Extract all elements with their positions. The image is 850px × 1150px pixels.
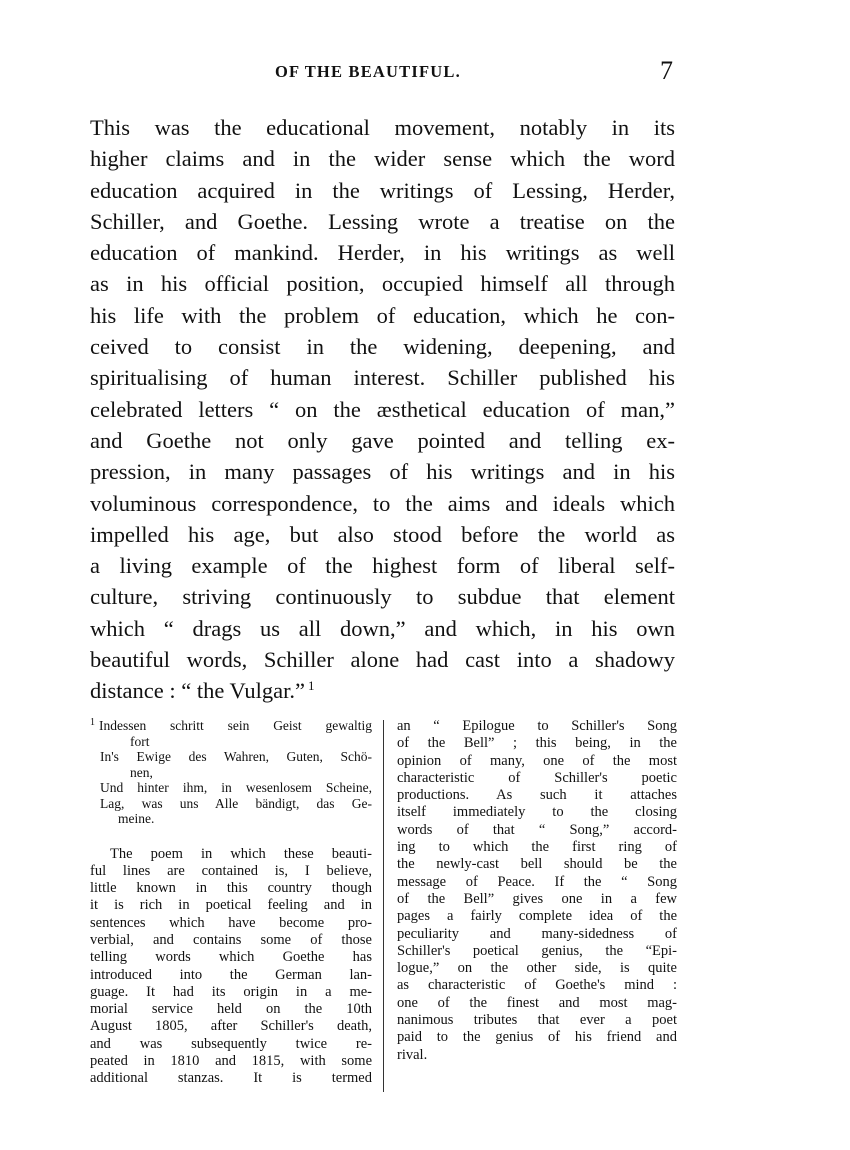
footnote-line: ing to which the first ring of (397, 839, 677, 856)
footnote-line: The poem in which these beauti- (110, 845, 372, 862)
text-line: and Goethe not only gave pointed and telling ex- (90, 427, 675, 453)
verse-line: Lag, was uns Alle bändigt, das Ge- (100, 795, 372, 811)
verse-line: meine. (118, 811, 155, 826)
footnote-line: morial service held on the 10th (90, 1001, 372, 1018)
footnote-line: verbial, and contains some of those (90, 931, 372, 948)
text-line: ceived to consist in the widening, deepening, and (90, 334, 675, 360)
text-line: celebrated letters “ on the æsthetical education of man,” (90, 396, 675, 422)
footnote-line: peated in 1810 and 1815, with some (90, 1053, 372, 1070)
footnote-left-column (90, 718, 372, 1088)
footnote-line: peculiarity and many-sidedness of (397, 925, 677, 942)
footnote-reference: 1 (308, 677, 315, 693)
verse-line: Und hinter ihm, in wesenlosem Scheine, (100, 780, 372, 795)
running-head: OF THE BEAUTIFUL. (275, 62, 461, 81)
footnote-line: of the Bell” ; this being, in the (397, 735, 677, 752)
verse-text: Indessen schritt sein Geist gewaltig (99, 718, 372, 733)
page-number: 7 (660, 56, 673, 85)
footnote-line: as characteristic of Goethe's mind : (397, 977, 677, 994)
footnote-verse (90, 718, 372, 827)
footnote-line: sentences which have become pro- (90, 914, 372, 931)
footnote-line: it is rich in poetical feeling and in (90, 897, 372, 914)
footnote-line: productions. As such it attaches (397, 787, 677, 804)
verse-line: In's Ewige des Wahren, Guten, Schö- (100, 749, 372, 764)
footnote-marker: 1 (90, 718, 95, 728)
footnote-line: an “ Epilogue to Schiller's Song (397, 718, 677, 734)
text-line: impelled his age, but also stood before the world as (90, 521, 675, 547)
text-line: voluminous correspondence, to the aims and ideals which (90, 490, 675, 516)
footnote-line: telling words which Goethe has (90, 949, 372, 966)
text-line-last (90, 675, 675, 706)
footnote-line: ful lines are contained is, I believe, (90, 862, 372, 879)
footnote-line: nanimous tributes that ever a poet (397, 1012, 677, 1029)
text-line: higher claims and in the wider sense which the word (90, 146, 675, 172)
footnote-line: guage. It had its origin in a me- (90, 983, 372, 1000)
text-line: as in his official position, occupied himself all through (90, 271, 675, 297)
footnote-line: one of the finest and most mag- (397, 994, 677, 1011)
footnote-line: and was subsequently twice re- (90, 1035, 372, 1052)
text-line: This was the educational movement, notably in its (90, 115, 675, 140)
text-line: beautiful words, Schiller alone had cast into a shadowy (90, 647, 675, 673)
column-divider (383, 720, 384, 1092)
verse-line: fort (130, 733, 150, 749)
footnote-line: the newly-cast bell should be the (397, 856, 677, 873)
text-line: education acquired in the writings of Lessing, Herder, (90, 177, 675, 203)
main-paragraph (90, 112, 675, 707)
text-line: a living example of the highest form of liberal self- (90, 553, 675, 579)
text-line: pression, in many passages of his writings and in his (90, 459, 675, 485)
footnote-line: words of that “ Song,” accord- (397, 821, 677, 838)
footnote-line: characteristic of Schiller's poetic (397, 769, 677, 786)
footnote-line: August 1805, after Schiller's death, (90, 1018, 372, 1035)
footnote-line: rival. (397, 1046, 428, 1063)
footnote-line: additional stanzas. It is termed (90, 1070, 372, 1087)
footnote-line: itself immediately to the closing (397, 804, 677, 821)
footnote-line: message of Peace. If the “ Song (397, 873, 677, 890)
text-line: education of mankind. Herder, in his writings as well (90, 240, 675, 266)
text-line: his life with the problem of education, which he con- (90, 302, 675, 328)
footnote-line: paid to the genius of his friend and (397, 1029, 677, 1046)
text-line: Schiller, and Goethe. Lessing wrote a treatise on the (90, 208, 675, 234)
text-line-content: distance : “ the Vulgar.” (90, 678, 306, 704)
footnote-line: pages a fairly complete idea of the (397, 908, 677, 925)
footnote-line: opinion of many, one of the most (397, 752, 677, 769)
footnote-line: logue,” on the other side, is quite (397, 960, 677, 977)
verse-line: nen, (130, 764, 153, 780)
text-line: spiritualising of human interest. Schiller published his (90, 365, 675, 391)
footnote-right-column (397, 718, 677, 1064)
text-line: culture, striving continuously to subdue that element (90, 584, 675, 610)
verse-line (90, 718, 372, 734)
footnote-line: introduced into the German lan- (90, 966, 372, 983)
footnote-line: Schiller's poetical genius, the “Epi- (397, 942, 677, 959)
footnote-line: little known in this country though (90, 880, 372, 897)
text-line: which “ drags us all down,” and which, in his own (90, 615, 675, 641)
footnote-line: of the Bell” gives one in a few (397, 890, 677, 907)
